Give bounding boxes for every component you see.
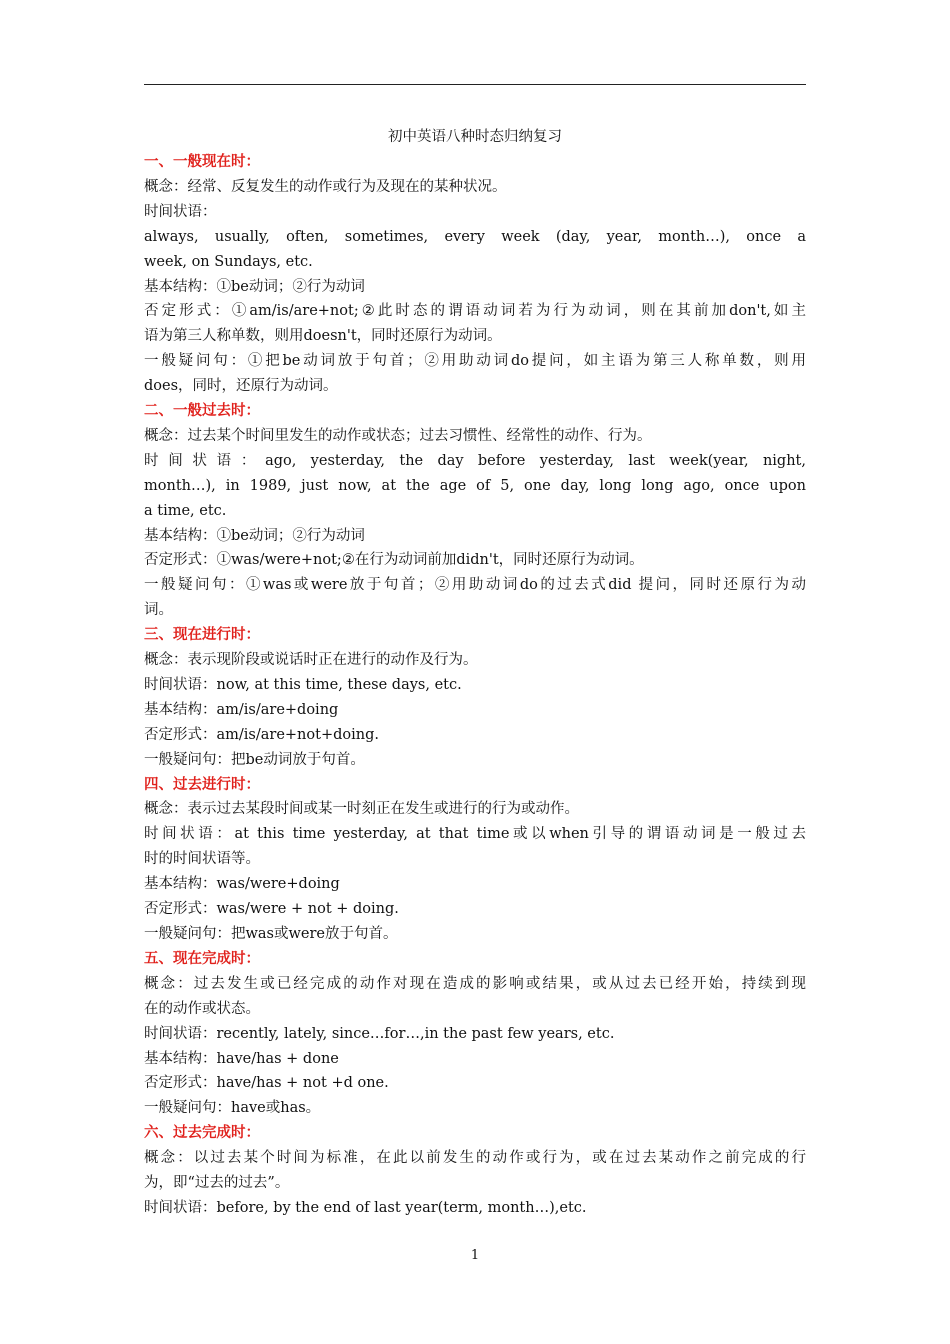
body-line: 时间状语：now, at this time, these days, etc. — [144, 676, 462, 693]
body-line: 基本结构：①be动词；②行为动词 — [144, 527, 365, 544]
body-line: 概念：表示过去某段时间或某一时刻正在发生或进行的行为或动作。 — [144, 801, 579, 818]
body-line: 一般疑问句：have或has。 — [144, 1100, 321, 1117]
body-line: always, usually, often, sometimes, every week (day, year, month…), once a — [144, 228, 806, 245]
body-line: a time, etc. — [144, 502, 227, 519]
body-line: 一般疑问句：①was或were放于句首；②用助动词do的过去式did 提问，同时还原行为动 — [144, 577, 806, 594]
body-line: 时间状语：recently, lately, since…for…,in the past few years, etc. — [144, 1025, 615, 1042]
body-line: month…), in 1989, just now, at the age of 5, one day, long long ago, once upon — [144, 477, 806, 494]
body-line: 时间状语：ago, yesterday, the day before yesterday, last week(year, night, — [144, 452, 806, 469]
body-line: 否定形式：have/has + not +d one. — [144, 1075, 389, 1092]
page-number: 1 — [470, 1248, 480, 1263]
section-heading: 三、现在进行时： — [144, 627, 260, 644]
body-line: 概念：以过去某个时间为标准，在此以前发生的动作或行为，或在过去某动作之前完成的行 — [144, 1150, 806, 1167]
section-heading: 四、过去进行时： — [144, 776, 260, 793]
section-heading: 二、一般过去时： — [144, 403, 260, 420]
body-line: 时间状语：before, by the end of last year(term, month…),etc. — [144, 1199, 587, 1216]
body-line: 否定形式：was/were + not + doing. — [144, 901, 399, 918]
body-line: 概念：过去某个时间里发生的动作或状态；过去习惯性、经常性的动作、行为。 — [144, 427, 652, 444]
body-line: 在的动作或状态。 — [144, 1000, 260, 1017]
body-line: 时间状语： — [144, 203, 217, 220]
body-line: 概念：经常、反复发生的动作或行为及现在的某种状况。 — [144, 178, 507, 195]
body-line: 一般疑问句：把be动词放于句首。 — [144, 751, 365, 768]
body-line: 否定形式：①was/were+not;②在行为动词前加didn't，同时还原行为动词。 — [144, 552, 644, 569]
body-line: 为，即“过去的过去”。 — [144, 1175, 290, 1192]
section-heading: 五、现在完成时： — [144, 950, 260, 967]
body-line: 基本结构：am/is/are+doing — [144, 701, 339, 718]
document-body — [144, 150, 806, 1221]
body-line: 概念：过去发生或已经完成的动作对现在造成的影响或结果，或从过去已经开始，持续到现 — [144, 975, 806, 992]
section-heading: 六、过去完成时： — [144, 1125, 260, 1142]
body-line: 时间状语：at this time yesterday, at that time或以when引导的谓语动词是一般过去 — [144, 826, 806, 843]
body-line: 一般疑问句：①把be动词放于句首；②用助动词do提问，如主语为第三人称单数，则用 — [144, 353, 806, 370]
body-line: 一般疑问句：把was或were放于句首。 — [144, 925, 398, 942]
body-line: 词。 — [144, 602, 173, 619]
body-line: 基本结构：was/were+doing — [144, 876, 340, 893]
body-line: 否定形式：am/is/are+not+doing. — [144, 726, 379, 743]
body-line: 语为第三人称单数，则用doesn't，同时还原行为动词。 — [144, 328, 502, 345]
document-title: 初中英语八种时态归纳复习 — [388, 129, 562, 145]
body-line: 基本结构：have/has + done — [144, 1050, 339, 1067]
body-line: 否定形式：①am/is/are+not;②此时态的谓语动词若为行为动词，则在其前加don't,如主 — [144, 303, 806, 320]
body-line: 概念：表示现阶段或说话时正在进行的动作及行为。 — [144, 652, 478, 669]
header-rule — [144, 84, 806, 85]
body-line: week, on Sundays, etc. — [144, 253, 313, 270]
section-heading: 一、一般现在时： — [144, 154, 260, 170]
body-line: 基本结构：①be动词；②行为动词 — [144, 278, 365, 295]
body-line: does，同时，还原行为动词。 — [144, 378, 338, 395]
body-line: 时的时间状语等。 — [144, 851, 260, 868]
